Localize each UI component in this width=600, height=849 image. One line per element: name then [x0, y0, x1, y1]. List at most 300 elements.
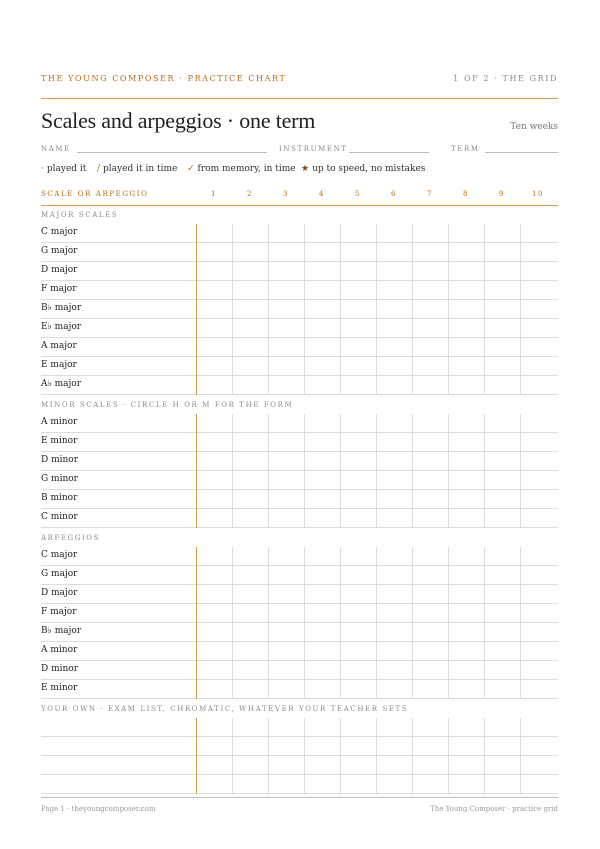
week-cell[interactable]	[484, 471, 520, 490]
week-cell[interactable]	[232, 414, 268, 433]
week-cell[interactable]	[304, 737, 340, 756]
week-cell[interactable]	[412, 433, 448, 452]
week-cell[interactable]	[268, 243, 304, 262]
week-cell[interactable]	[520, 737, 556, 756]
week-cell[interactable]	[340, 281, 376, 300]
row-label: B♭ major	[41, 303, 82, 313]
week-cell[interactable]	[304, 414, 340, 433]
week-cell[interactable]	[304, 585, 340, 604]
week-cell[interactable]	[412, 471, 448, 490]
week-cell[interactable]	[304, 357, 340, 376]
week-cell[interactable]	[340, 566, 376, 585]
week-cell[interactable]	[376, 357, 412, 376]
week-cell[interactable]	[412, 357, 448, 376]
week-cell[interactable]	[232, 338, 268, 357]
week-cell[interactable]	[412, 585, 448, 604]
week-cell[interactable]	[376, 490, 412, 509]
week-cell[interactable]	[448, 547, 484, 566]
week-cell[interactable]	[340, 680, 376, 699]
week-cell[interactable]	[448, 585, 484, 604]
week-cell[interactable]	[448, 452, 484, 471]
week-cell[interactable]	[232, 376, 268, 395]
row-label: G minor	[41, 474, 78, 484]
week-cell[interactable]	[448, 319, 484, 338]
week-cell[interactable]	[520, 585, 556, 604]
week-cell[interactable]	[304, 604, 340, 623]
week-cell[interactable]	[412, 452, 448, 471]
week-cell[interactable]	[412, 509, 448, 528]
week-cell[interactable]	[376, 243, 412, 262]
week-cell[interactable]	[304, 680, 340, 699]
week-cell[interactable]	[412, 414, 448, 433]
week-cell[interactable]	[484, 490, 520, 509]
week-cell[interactable]	[412, 376, 448, 395]
grid-row	[41, 718, 558, 737]
week-cell[interactable]	[448, 718, 484, 737]
week-cell[interactable]	[268, 775, 304, 794]
week-cell[interactable]	[520, 471, 556, 490]
week-cell[interactable]	[376, 300, 412, 319]
week-cell[interactable]	[304, 338, 340, 357]
week-cell[interactable]	[376, 547, 412, 566]
section-heading: ARPEGGIOS	[41, 534, 101, 542]
name-field[interactable]	[77, 152, 267, 153]
week-cell[interactable]	[340, 357, 376, 376]
week-cell[interactable]	[520, 433, 556, 452]
week-cell[interactable]	[376, 376, 412, 395]
week-cell[interactable]	[340, 756, 376, 775]
week-cell[interactable]	[268, 585, 304, 604]
week-cell[interactable]	[232, 509, 268, 528]
week-cell[interactable]	[376, 623, 412, 642]
week-cell[interactable]	[232, 718, 268, 737]
week-cell[interactable]	[520, 680, 556, 699]
week-cell[interactable]	[196, 509, 232, 528]
week-cell[interactable]	[304, 300, 340, 319]
week-cell[interactable]	[340, 775, 376, 794]
week-cell[interactable]	[232, 547, 268, 566]
week-cell[interactable]	[340, 243, 376, 262]
week-cell[interactable]	[448, 414, 484, 433]
section-heading: YOUR OWN · EXAM LIST, CHROMATIC, WHATEVER YOUR TEACHER SETS	[41, 705, 409, 713]
week-cell[interactable]	[304, 547, 340, 566]
week-cell[interactable]	[484, 661, 520, 680]
week-cell[interactable]	[340, 623, 376, 642]
week-cell[interactable]	[448, 642, 484, 661]
week-cell[interactable]	[196, 547, 232, 566]
week-cell[interactable]	[268, 300, 304, 319]
week-cell[interactable]	[340, 547, 376, 566]
week-cell[interactable]	[412, 338, 448, 357]
row-label: E minor	[41, 436, 78, 446]
grid-row	[41, 319, 558, 338]
week-cell[interactable]	[520, 243, 556, 262]
week-cell[interactable]	[448, 376, 484, 395]
week-cell[interactable]	[448, 604, 484, 623]
week-cell[interactable]	[340, 509, 376, 528]
week-cell[interactable]	[232, 680, 268, 699]
week-cell[interactable]	[484, 357, 520, 376]
week-cell[interactable]	[412, 300, 448, 319]
week-cell[interactable]	[484, 376, 520, 395]
week-cell[interactable]	[520, 357, 556, 376]
week-cell[interactable]	[268, 661, 304, 680]
week-cell[interactable]	[232, 642, 268, 661]
week-cell[interactable]	[376, 585, 412, 604]
week-cell[interactable]	[268, 756, 304, 775]
row-label: G major	[41, 246, 78, 256]
week-cell[interactable]	[484, 680, 520, 699]
page-title: Scales and arpeggios · one term	[41, 108, 316, 133]
week-cell[interactable]	[196, 414, 232, 433]
grid-row	[41, 775, 558, 794]
week-cell[interactable]	[376, 642, 412, 661]
week-cell[interactable]	[340, 433, 376, 452]
week-cell[interactable]	[340, 452, 376, 471]
week-cell[interactable]	[232, 262, 268, 281]
week-cell[interactable]	[448, 433, 484, 452]
week-cell[interactable]	[520, 376, 556, 395]
week-cell[interactable]	[412, 737, 448, 756]
practice-chart-page	[41, 0, 558, 849]
week-cell[interactable]	[196, 471, 232, 490]
week-cell[interactable]	[520, 661, 556, 680]
week-cell[interactable]	[448, 243, 484, 262]
week-cell[interactable]	[232, 756, 268, 775]
week-cell[interactable]	[340, 585, 376, 604]
week-cell[interactable]	[484, 585, 520, 604]
week-cell[interactable]	[520, 490, 556, 509]
week-cell[interactable]	[196, 680, 232, 699]
week-cell[interactable]	[340, 414, 376, 433]
week-cell[interactable]	[520, 756, 556, 775]
week-cell[interactable]	[304, 661, 340, 680]
week-cell[interactable]	[520, 509, 556, 528]
week-cell[interactable]	[412, 566, 448, 585]
week-cell[interactable]	[484, 623, 520, 642]
week-cell[interactable]	[304, 452, 340, 471]
week-cell[interactable]	[304, 642, 340, 661]
week-cell[interactable]	[268, 471, 304, 490]
week-cell[interactable]	[376, 433, 412, 452]
week-cell[interactable]	[484, 300, 520, 319]
week-cell[interactable]	[520, 566, 556, 585]
week-cell[interactable]	[484, 281, 520, 300]
week-cell[interactable]	[268, 737, 304, 756]
week-cell[interactable]	[232, 281, 268, 300]
week-cell[interactable]	[484, 604, 520, 623]
week-cell[interactable]	[376, 718, 412, 737]
week-cell[interactable]	[448, 756, 484, 775]
week-cell[interactable]	[376, 224, 412, 243]
week-cell[interactable]	[196, 224, 232, 243]
week-cell[interactable]	[412, 642, 448, 661]
week-cell[interactable]	[340, 604, 376, 623]
week-cell[interactable]	[196, 300, 232, 319]
week-cell[interactable]	[196, 490, 232, 509]
row-label: C major	[41, 227, 78, 237]
week-column-header: 9	[498, 190, 506, 198]
week-cell[interactable]	[376, 661, 412, 680]
week-cell[interactable]	[232, 604, 268, 623]
week-cell[interactable]	[196, 319, 232, 338]
week-cell[interactable]	[448, 471, 484, 490]
week-cell[interactable]	[412, 680, 448, 699]
week-cell[interactable]	[304, 756, 340, 775]
week-cell[interactable]	[376, 680, 412, 699]
week-cell[interactable]	[412, 775, 448, 794]
week-cell[interactable]	[268, 338, 304, 357]
week-cell[interactable]	[448, 775, 484, 794]
week-cell[interactable]	[268, 490, 304, 509]
week-cell[interactable]	[304, 319, 340, 338]
grid-row	[41, 623, 558, 642]
week-cell[interactable]	[268, 414, 304, 433]
week-cell[interactable]	[376, 281, 412, 300]
week-cell[interactable]	[268, 623, 304, 642]
week-cell[interactable]	[448, 661, 484, 680]
week-cell[interactable]	[376, 471, 412, 490]
week-cell[interactable]	[196, 243, 232, 262]
week-cell[interactable]	[376, 775, 412, 794]
week-cell[interactable]	[232, 737, 268, 756]
week-cell[interactable]	[448, 566, 484, 585]
week-cell[interactable]	[196, 718, 232, 737]
week-cell[interactable]	[196, 338, 232, 357]
week-column-header: 1	[210, 190, 218, 198]
week-cell[interactable]	[520, 547, 556, 566]
week-cell[interactable]	[232, 433, 268, 452]
term-field[interactable]	[485, 152, 558, 153]
week-cell[interactable]	[448, 680, 484, 699]
week-cell[interactable]	[376, 509, 412, 528]
week-cell[interactable]	[484, 642, 520, 661]
week-cell[interactable]	[304, 376, 340, 395]
week-cell[interactable]	[520, 718, 556, 737]
week-cell[interactable]	[520, 642, 556, 661]
week-cell[interactable]	[340, 376, 376, 395]
week-cell[interactable]	[412, 490, 448, 509]
week-cell[interactable]	[304, 433, 340, 452]
week-cell[interactable]	[484, 718, 520, 737]
week-cell[interactable]	[448, 357, 484, 376]
week-cell[interactable]	[340, 661, 376, 680]
week-cell[interactable]	[196, 357, 232, 376]
week-cell[interactable]	[484, 737, 520, 756]
week-cell[interactable]	[304, 718, 340, 737]
row-label: G major	[41, 569, 78, 579]
week-cell[interactable]	[232, 300, 268, 319]
week-cell[interactable]	[340, 319, 376, 338]
grid-row	[41, 243, 558, 262]
week-cell[interactable]	[520, 775, 556, 794]
week-cell[interactable]	[196, 604, 232, 623]
week-cell[interactable]	[520, 338, 556, 357]
week-cell[interactable]	[448, 338, 484, 357]
week-cell[interactable]	[196, 262, 232, 281]
grid-row	[41, 566, 558, 585]
week-cell[interactable]	[232, 452, 268, 471]
week-cell[interactable]	[340, 471, 376, 490]
week-cell[interactable]	[484, 433, 520, 452]
week-cell[interactable]	[268, 680, 304, 699]
week-cell[interactable]	[232, 471, 268, 490]
week-cell[interactable]	[232, 490, 268, 509]
week-cell[interactable]	[484, 509, 520, 528]
week-cell[interactable]	[304, 224, 340, 243]
week-cell[interactable]	[448, 262, 484, 281]
week-cell[interactable]	[520, 300, 556, 319]
week-cell[interactable]	[376, 756, 412, 775]
week-cell[interactable]	[304, 566, 340, 585]
week-cell[interactable]	[376, 414, 412, 433]
week-cell[interactable]	[484, 262, 520, 281]
week-cell[interactable]	[232, 357, 268, 376]
column-headers	[41, 190, 558, 202]
week-cell[interactable]	[376, 566, 412, 585]
week-cell[interactable]	[268, 281, 304, 300]
grid-row	[41, 680, 558, 699]
week-cell[interactable]	[376, 737, 412, 756]
week-cell[interactable]	[196, 661, 232, 680]
week-cell[interactable]	[412, 661, 448, 680]
week-cell[interactable]	[304, 243, 340, 262]
week-cell[interactable]	[268, 604, 304, 623]
week-cell[interactable]	[304, 471, 340, 490]
week-cell[interactable]	[340, 642, 376, 661]
week-cell[interactable]	[268, 509, 304, 528]
week-cell[interactable]	[484, 547, 520, 566]
week-cell[interactable]	[268, 357, 304, 376]
week-cell[interactable]	[412, 319, 448, 338]
grid-row	[41, 585, 558, 604]
week-cell[interactable]	[304, 262, 340, 281]
week-cell[interactable]	[376, 319, 412, 338]
week-column-header: 7	[426, 190, 434, 198]
week-cell[interactable]	[520, 604, 556, 623]
week-cell[interactable]	[196, 756, 232, 775]
week-cell[interactable]	[412, 623, 448, 642]
week-cell[interactable]	[340, 224, 376, 243]
week-cell[interactable]	[268, 642, 304, 661]
week-cell[interactable]	[484, 224, 520, 243]
week-cell[interactable]	[268, 224, 304, 243]
week-cell[interactable]	[448, 281, 484, 300]
week-cell[interactable]	[448, 224, 484, 243]
week-cell[interactable]	[340, 490, 376, 509]
week-cell[interactable]	[340, 300, 376, 319]
week-cell[interactable]	[340, 338, 376, 357]
student-fields	[41, 145, 558, 157]
week-cell[interactable]	[448, 490, 484, 509]
instrument-field[interactable]	[349, 152, 429, 153]
week-cell[interactable]	[412, 718, 448, 737]
week-cell[interactable]	[448, 509, 484, 528]
week-cell[interactable]	[484, 756, 520, 775]
week-cell[interactable]	[484, 319, 520, 338]
week-cell[interactable]	[268, 718, 304, 737]
week-cell[interactable]	[304, 775, 340, 794]
week-cell[interactable]	[520, 452, 556, 471]
week-cell[interactable]	[448, 623, 484, 642]
week-cell[interactable]	[520, 262, 556, 281]
week-cell[interactable]	[412, 547, 448, 566]
row-label: C minor	[41, 512, 78, 522]
week-cell[interactable]	[520, 623, 556, 642]
week-cell[interactable]	[268, 452, 304, 471]
week-cell[interactable]	[232, 775, 268, 794]
week-cell[interactable]	[268, 376, 304, 395]
week-cell[interactable]	[520, 281, 556, 300]
week-cell[interactable]	[268, 547, 304, 566]
week-cell[interactable]	[520, 414, 556, 433]
week-cell[interactable]	[376, 452, 412, 471]
week-cell[interactable]	[304, 509, 340, 528]
week-cell[interactable]	[412, 604, 448, 623]
week-cell[interactable]	[232, 319, 268, 338]
name-label: NAME	[41, 145, 71, 153]
week-cell[interactable]	[304, 490, 340, 509]
week-cell[interactable]	[412, 224, 448, 243]
week-cell[interactable]	[340, 718, 376, 737]
week-cell[interactable]	[196, 566, 232, 585]
week-cell[interactable]	[232, 585, 268, 604]
week-cell[interactable]	[412, 243, 448, 262]
week-cell[interactable]	[232, 661, 268, 680]
week-cell[interactable]	[412, 262, 448, 281]
week-cell[interactable]	[484, 243, 520, 262]
week-cell[interactable]	[484, 414, 520, 433]
week-cell[interactable]	[268, 433, 304, 452]
week-cell[interactable]	[268, 262, 304, 281]
week-cell[interactable]	[448, 300, 484, 319]
week-cell[interactable]	[232, 243, 268, 262]
week-cell[interactable]	[376, 604, 412, 623]
week-cell[interactable]	[232, 623, 268, 642]
week-cell[interactable]	[412, 756, 448, 775]
week-cell[interactable]	[520, 224, 556, 243]
week-cell[interactable]	[232, 224, 268, 243]
week-cell[interactable]	[484, 338, 520, 357]
week-cell[interactable]	[196, 737, 232, 756]
week-cell[interactable]	[484, 775, 520, 794]
week-cell[interactable]	[376, 262, 412, 281]
week-cell[interactable]	[196, 623, 232, 642]
week-cell[interactable]	[196, 642, 232, 661]
week-cell[interactable]	[376, 338, 412, 357]
week-cell[interactable]	[340, 737, 376, 756]
week-cell[interactable]	[196, 281, 232, 300]
week-cell[interactable]	[340, 262, 376, 281]
week-cell[interactable]	[268, 319, 304, 338]
week-cell[interactable]	[196, 376, 232, 395]
week-cell[interactable]	[484, 566, 520, 585]
week-cell[interactable]	[520, 319, 556, 338]
week-cell[interactable]	[268, 566, 304, 585]
week-cell[interactable]	[448, 737, 484, 756]
header-left: THE YOUNG COMPOSER · PRACTICE CHART	[41, 74, 287, 83]
week-cell[interactable]	[196, 585, 232, 604]
week-cell[interactable]	[412, 281, 448, 300]
week-cell[interactable]	[304, 623, 340, 642]
grid-row	[41, 414, 558, 433]
week-cell[interactable]	[196, 452, 232, 471]
week-cell[interactable]	[196, 433, 232, 452]
week-cell[interactable]	[304, 281, 340, 300]
week-cell[interactable]	[484, 452, 520, 471]
week-cell[interactable]	[232, 566, 268, 585]
week-cell[interactable]	[196, 775, 232, 794]
